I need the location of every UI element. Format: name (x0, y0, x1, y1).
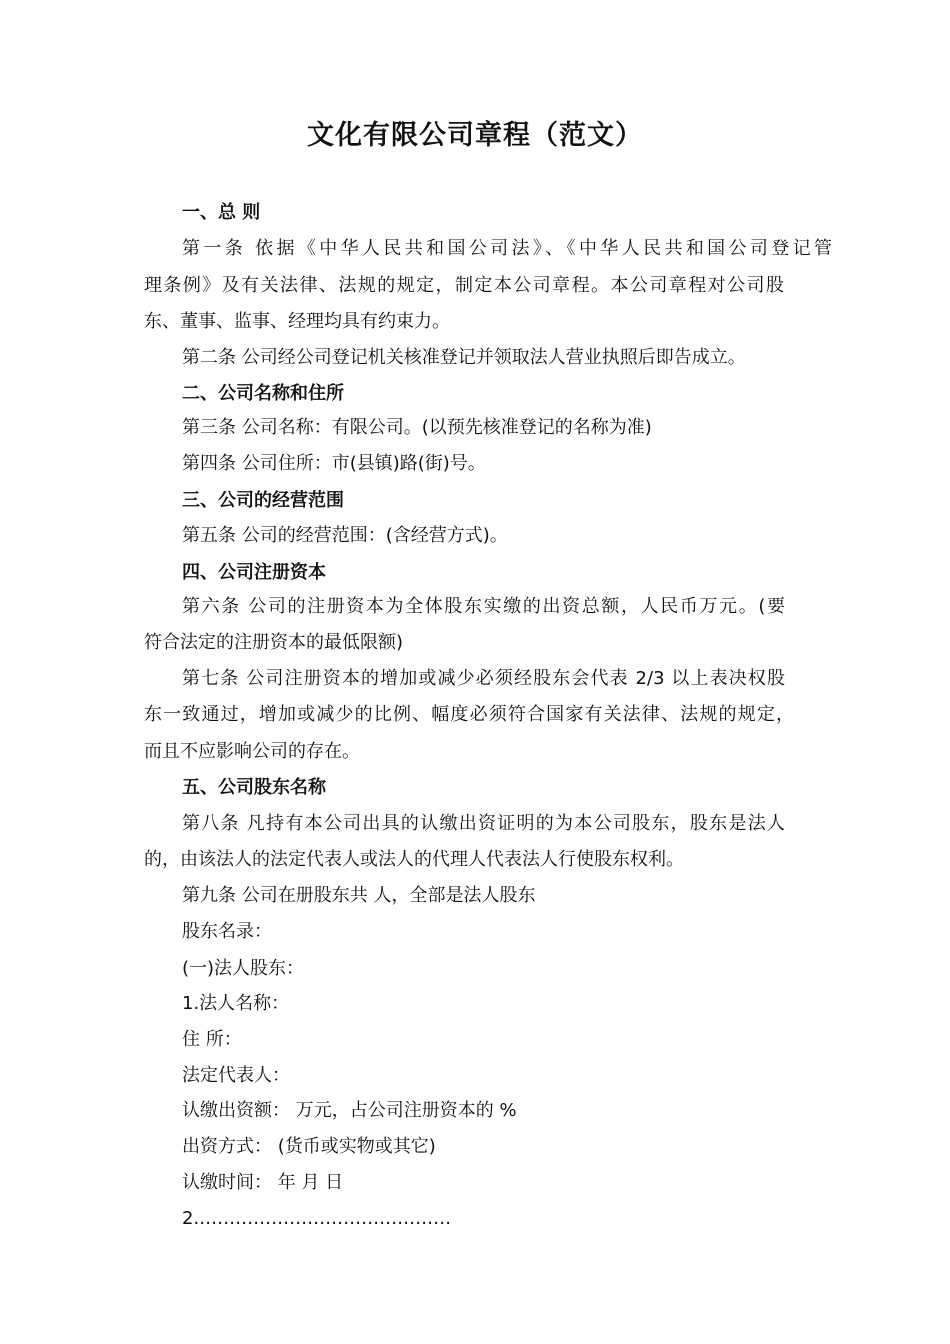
shareholder-roster-label: 股东名录： (182, 921, 272, 942)
article-5: 第五条 公司的经营范围：(含经营方式)。 (182, 525, 508, 546)
article-7-line-3: 而且不应影响公司的存在。 (144, 741, 360, 762)
subscribed-amount-line: 认缴出资额： 万元，占公司注册资本的 % (182, 1100, 517, 1121)
article-7-line-2: 东一致通过，增加或减少的比例、幅度必须符合国家有关法律、法规的规定， (144, 704, 794, 725)
subscription-time-line: 认缴时间： 年 月 日 (182, 1172, 344, 1193)
article-1-line-2: 理条例》及有关法律、法规的规定，制定本公司章程。本公司章程对公司股 (144, 275, 784, 296)
article-7-line-1: 第七条 公司注册资本的增加或减少必须经股东会代表 2/3 以上表决权股 (182, 668, 785, 689)
legal-shareholder-label: (一)法人股东： (182, 958, 305, 979)
section-heading-shareholders: 五、公司股东名称 (182, 777, 326, 798)
article-6-line-2: 符合法定的注册资本的最低限额) (144, 632, 404, 653)
legal-representative-label: 法定代表人： (182, 1065, 290, 1086)
address-label: 住 所： (182, 1029, 242, 1050)
section-heading-business-scope: 三、公司的经营范围 (182, 490, 344, 511)
section-heading-registered-capital: 四、公司注册资本 (182, 562, 326, 583)
next-shareholder-item: 2.…………………………………… (182, 1208, 452, 1229)
article-9: 第九条 公司在册股东共 人，全部是法人股东 (182, 885, 536, 906)
article-1-line-1: 第一条 依据《中华人民共和国公司法》、《中华人民共和国公司登记管 (182, 238, 832, 259)
article-1-line-3: 东、董事、监事、经理均具有约束力。 (144, 311, 450, 332)
article-6-line-1: 第六条 公司的注册资本为全体股东实缴的出资总额，人民币万元。(要 (182, 596, 785, 617)
article-3: 第三条 公司名称：有限公司。(以预先核准登记的名称为准) (182, 417, 652, 438)
document-title: 文化有限公司章程（范文） (307, 120, 643, 151)
legal-name-label: 1.法人名称： (182, 993, 290, 1014)
article-4: 第四条 公司住所：市(县镇)路(街)号。 (182, 453, 486, 474)
contribution-method-line: 出资方式： (货币或实物或其它) (182, 1136, 436, 1157)
article-8-line-2: 的，由该法人的法定代表人或法人的代理人代表法人行使股东权利。 (144, 849, 684, 870)
section-heading-general: 一、总 则 (182, 202, 261, 223)
article-2: 第二条 公司经公司登记机关核准登记并领取法人营业执照后即告成立。 (182, 347, 746, 368)
article-8-line-1: 第八条 凡持有本公司出具的认缴出资证明的为本公司股东，股东是法人 (182, 813, 785, 834)
section-heading-name-address: 二、公司名称和住所 (182, 383, 344, 404)
